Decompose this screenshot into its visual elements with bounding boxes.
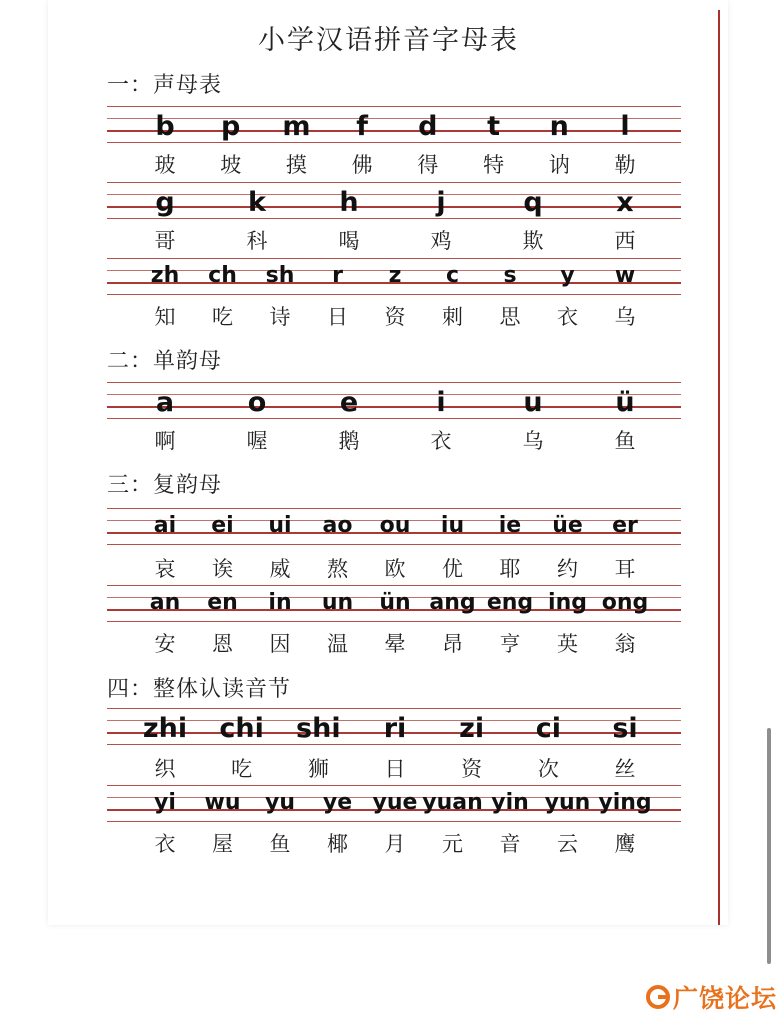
pinyin-letter: si [612,713,638,744]
example-character: 元 [442,832,463,856]
pinyin-letter: ying [598,790,652,815]
example-character: 勒 [614,153,636,177]
example-character: 威 [269,557,291,581]
example-character: 诗 [269,305,291,329]
four-line-grid [107,382,681,418]
grid-line [107,418,681,419]
pinyin-letter: m [282,111,311,142]
pinyin-letter: yu [264,790,296,815]
example-character: 鸡 [430,229,452,253]
example-character: 衣 [154,832,176,856]
example-character: 刺 [442,305,463,329]
pinyin-letter: yun [544,790,591,815]
example-character: 坡 [220,153,242,177]
pinyin-letter: ong [601,590,649,615]
vertical-scrollbar[interactable] [767,728,771,964]
pinyin-letter: h [339,187,359,218]
grid-line [107,394,681,395]
pinyin-letter: g [155,187,175,218]
grid-line [107,708,681,709]
grid-line [107,130,681,132]
pinyin-letter: q [523,187,543,218]
four-line-grid [107,182,681,218]
pinyin-letter: yuan [422,790,483,815]
pinyin-letter: üe [552,513,583,538]
pinyin-letter: zi [459,713,485,744]
pinyin-letter: ai [153,513,177,538]
grid-line [107,194,681,195]
pinyin-letter: p [221,111,241,142]
example-character: 英 [557,632,578,656]
example-character: 翁 [614,632,636,656]
pinyin-letter: eng [486,590,534,615]
example-character: 温 [327,632,348,656]
pinyin-letter: sh [265,263,295,288]
pinyin-letter: o [247,387,267,418]
example-character: 欧 [384,557,406,581]
example-character: 约 [557,557,578,581]
pinyin-letter: ci [535,713,561,744]
pinyin-letter: ü [615,387,635,418]
grid-line [107,182,681,183]
pinyin-letter: ao [322,513,353,538]
example-character: 织 [154,757,176,781]
pinyin-letter: z [388,263,402,288]
pinyin-letter: zh [150,263,180,288]
example-character: 知 [154,305,176,329]
example-character: 喔 [246,429,268,453]
pinyin-letter: shi [296,713,341,744]
grid-line [107,821,681,822]
example-character: 熬 [327,557,348,581]
example-character: 月 [384,832,406,856]
pinyin-letter: ie [498,513,522,538]
pinyin-letter: ang [429,590,476,615]
example-character: 日 [384,757,406,781]
example-character: 耳 [614,557,636,581]
pinyin-letter: b [155,111,175,142]
example-character: 日 [327,305,348,329]
pinyin-letter: w [614,263,636,288]
pinyin-letter: er [612,513,638,538]
pinyin-letter: chi [219,713,264,744]
example-character: 丝 [614,757,636,781]
example-character: 晕 [384,632,406,656]
example-character: 次 [537,757,559,781]
pinyin-letter: yin [491,790,529,815]
grid-line [107,785,681,786]
example-character: 诶 [212,557,233,581]
example-character: 讷 [548,153,570,177]
example-character: 佛 [351,153,373,177]
example-character: 哀 [154,557,176,581]
example-character: 思 [499,305,521,329]
pinyin-letter: t [487,111,501,142]
section-heading: 三：复韵母 [107,473,223,498]
example-character: 鱼 [269,832,291,856]
example-character: 耶 [499,557,521,581]
example-character: 吃 [231,757,253,781]
pinyin-letter: i [436,387,446,418]
example-character: 资 [461,757,483,781]
example-character: 欺 [522,229,544,253]
four-line-grid [107,106,681,142]
watermark-text: 广饶论坛 [673,984,777,1013]
page-title: 小学汉语拼音字母表 [258,25,519,56]
example-character: 啊 [154,429,176,453]
example-character: 特 [483,153,505,177]
grid-line [107,294,681,295]
example-character: 得 [417,153,439,177]
example-character: 鹰 [614,832,636,856]
example-character: 椰 [327,832,348,856]
pinyin-letter: ui [268,513,292,538]
grid-line [107,585,681,586]
grid-line [107,406,681,408]
pinyin-letter: iu [440,513,465,538]
example-character: 乌 [522,429,544,453]
grid-line [107,544,681,545]
example-character: 亨 [499,632,521,656]
section-heading: 一：声母表 [107,73,223,98]
pinyin-letter: e [339,387,359,418]
example-character: 玻 [154,153,176,177]
pinyin-letter: an [149,590,181,615]
example-character: 衣 [557,305,578,329]
pinyin-letter: n [549,111,569,142]
example-character: 屋 [212,832,233,856]
pinyin-letter: x [616,187,634,218]
grid-line [107,258,681,259]
pinyin-letter: r [332,263,343,288]
example-character: 西 [614,229,636,253]
red-margin-line [718,10,720,925]
pinyin-letter: yue [372,790,418,815]
pinyin-letter: in [268,590,292,615]
example-character: 安 [154,632,176,656]
example-character: 昂 [442,632,463,656]
pinyin-letter: f [356,111,369,142]
pinyin-letter: wu [204,790,241,815]
example-character: 狮 [307,757,329,781]
pinyin-letter: ch [208,263,237,288]
pinyin-letter: un [321,590,354,615]
section-heading: 四：整体认读音节 [107,677,292,702]
pinyin-letter: u [523,387,543,418]
example-character: 喝 [338,229,360,253]
pinyin-letter: c [445,263,460,288]
pinyin-letter: ün [379,590,411,615]
example-character: 资 [384,305,406,329]
grid-line [107,744,681,745]
pinyin-letter: y [560,263,575,288]
example-character: 吃 [212,305,233,329]
example-character: 科 [246,229,268,253]
grid-line [107,142,681,143]
pinyin-letter: ou [379,513,411,538]
pinyin-letter: j [436,187,446,218]
example-character: 乌 [614,305,636,329]
example-character: 因 [269,632,291,656]
pinyin-letter: ing [548,590,587,615]
example-character: 摸 [285,153,307,177]
grid-line [107,508,681,509]
grid-line [107,218,681,219]
example-character: 鹅 [338,429,360,453]
section-heading: 二：单韵母 [107,349,223,374]
pinyin-letter: zhi [142,713,188,744]
pinyin-letter: a [155,387,175,418]
pinyin-letter: s [503,263,517,288]
example-character: 音 [499,832,521,856]
pinyin-letter: en [207,590,238,615]
example-character: 云 [557,832,578,856]
watermark [645,980,777,1014]
forum-logo-icon [645,984,671,1010]
grid-line [107,118,681,119]
example-character: 哥 [154,229,176,253]
pinyin-letter: ye [322,790,353,815]
grid-line [107,106,681,107]
grid-line [107,382,681,383]
pinyin-letter: yi [154,790,176,815]
example-character: 优 [442,557,463,581]
pinyin-letter: k [248,187,266,218]
example-character: 衣 [430,429,452,453]
pinyin-letter: d [418,111,438,142]
grid-line [107,206,681,208]
pinyin-letter: ri [383,713,407,744]
example-character: 鱼 [614,429,636,453]
pinyin-letter: l [620,111,630,142]
example-character: 恩 [212,632,233,656]
pinyin-letter: ei [211,513,234,538]
grid-line [107,621,681,622]
